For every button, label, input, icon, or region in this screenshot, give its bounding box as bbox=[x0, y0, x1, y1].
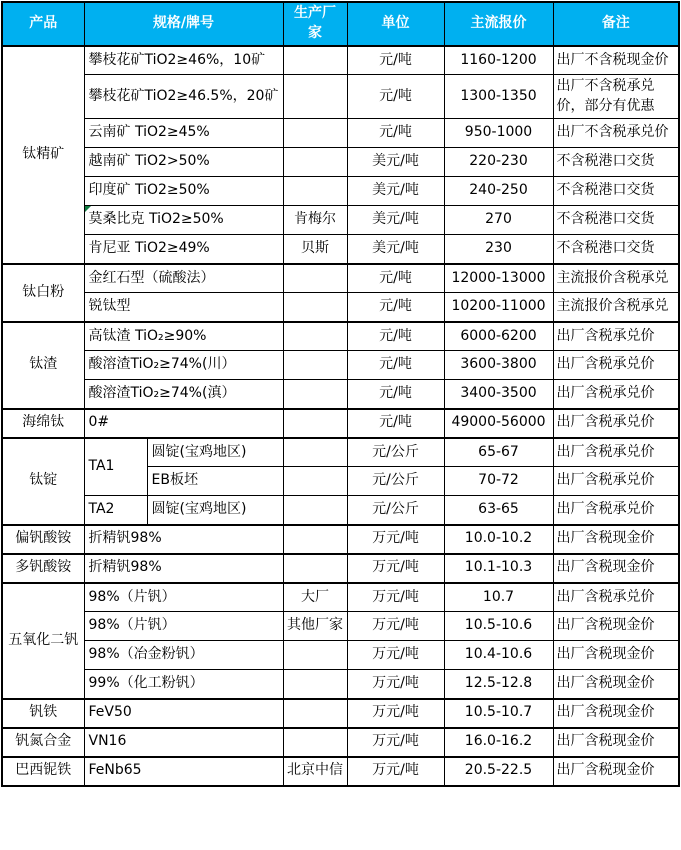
price-cell: 12000-13000 bbox=[444, 264, 553, 293]
spec-cell: 圆锭(宝鸡地区) bbox=[147, 496, 283, 525]
grade-cell: TA1 bbox=[84, 438, 147, 496]
price-cell: 270 bbox=[444, 206, 553, 235]
table-row bbox=[2, 177, 679, 206]
product-cell: 钛白粉 bbox=[2, 264, 84, 322]
unit-cell: 万元/吨 bbox=[347, 699, 444, 728]
unit-cell: 万元/吨 bbox=[347, 728, 444, 757]
note-cell: 出厂含税现金价 bbox=[553, 699, 679, 728]
table-row bbox=[2, 351, 679, 380]
spec-cell: 99%（化工粉钒） bbox=[84, 670, 283, 699]
price-cell: 3600-3800 bbox=[444, 351, 553, 380]
product-cell: 偏钒酸铵 bbox=[2, 525, 84, 554]
note-cell: 不含税港口交货 bbox=[553, 177, 679, 206]
manufacturer-cell bbox=[283, 554, 347, 583]
price-cell: 10.5-10.6 bbox=[444, 612, 553, 641]
note-cell: 出厂含税承兑价 bbox=[553, 496, 679, 525]
price-cell: 70-72 bbox=[444, 467, 553, 496]
price-cell: 10.1-10.3 bbox=[444, 554, 553, 583]
product-cell: 巴西铌铁 bbox=[2, 757, 84, 786]
unit-cell: 美元/吨 bbox=[347, 177, 444, 206]
note-cell: 出厂含税承兑价 bbox=[553, 322, 679, 351]
note-cell: 出厂不含税现金价 bbox=[553, 46, 679, 75]
table-row bbox=[2, 46, 679, 75]
table-row bbox=[2, 148, 679, 177]
unit-cell: 元/吨 bbox=[347, 75, 444, 119]
note-cell: 出厂含税承兑价 bbox=[553, 351, 679, 380]
manufacturer-cell bbox=[283, 409, 347, 438]
manufacturer-cell bbox=[283, 496, 347, 525]
note-cell: 出厂含税承兑价 bbox=[553, 380, 679, 409]
manufacturer-cell bbox=[283, 380, 347, 409]
manufacturer-cell: 北京中信 bbox=[283, 757, 347, 786]
price-cell: 10200-11000 bbox=[444, 293, 553, 322]
col-header-note: 备注 bbox=[553, 2, 679, 46]
manufacturer-cell bbox=[283, 293, 347, 322]
spec-cell: EB板坯 bbox=[147, 467, 283, 496]
price-cell: 63-65 bbox=[444, 496, 553, 525]
product-cell: 海绵钛 bbox=[2, 409, 84, 438]
grade-cell: TA2 bbox=[84, 496, 147, 525]
product-cell: 五氧化二钒 bbox=[2, 583, 84, 699]
unit-cell: 万元/吨 bbox=[347, 525, 444, 554]
product-cell: 多钒酸铵 bbox=[2, 554, 84, 583]
table-row bbox=[2, 583, 679, 612]
spec-cell: 折精钒98% bbox=[84, 525, 283, 554]
unit-cell: 元/吨 bbox=[347, 119, 444, 148]
table-row bbox=[2, 235, 679, 264]
price-cell: 12.5-12.8 bbox=[444, 670, 553, 699]
spec-cell: 圆锭(宝鸡地区) bbox=[147, 438, 283, 467]
manufacturer-cell bbox=[283, 119, 347, 148]
header-row bbox=[2, 2, 679, 46]
note-cell: 出厂含税现金价 bbox=[553, 757, 679, 786]
price-table bbox=[1, 1, 680, 787]
manufacturer-cell: 其他厂家 bbox=[283, 612, 347, 641]
manufacturer-cell bbox=[283, 351, 347, 380]
table-row bbox=[2, 264, 679, 293]
table-row bbox=[2, 757, 679, 786]
spec-cell: 攀枝花矿TiO2≥46.5%，20矿 bbox=[84, 75, 283, 119]
price-cell: 3400-3500 bbox=[444, 380, 553, 409]
spec-cell: 肯尼亚 TiO2≥49% bbox=[84, 235, 283, 264]
price-cell: 230 bbox=[444, 235, 553, 264]
note-cell: 出厂不含税承兑价 bbox=[553, 119, 679, 148]
unit-cell: 元/吨 bbox=[347, 380, 444, 409]
unit-cell: 元/吨 bbox=[347, 46, 444, 75]
note-cell: 出厂含税承兑价 bbox=[553, 438, 679, 467]
unit-cell: 元/吨 bbox=[347, 293, 444, 322]
comment-marker-icon bbox=[85, 206, 91, 212]
note-cell: 出厂含税现金价 bbox=[553, 641, 679, 670]
note-cell: 主流报价含税承兑 bbox=[553, 293, 679, 322]
col-header-manufacturer: 生产厂家 bbox=[283, 2, 347, 46]
manufacturer-cell bbox=[283, 525, 347, 554]
unit-cell: 万元/吨 bbox=[347, 757, 444, 786]
manufacturer-cell bbox=[283, 148, 347, 177]
unit-cell: 万元/吨 bbox=[347, 641, 444, 670]
note-cell: 不含税港口交货 bbox=[553, 206, 679, 235]
manufacturer-cell: 大厂 bbox=[283, 583, 347, 612]
product-cell: 钒铁 bbox=[2, 699, 84, 728]
spec-cell: 云南矿 TiO2≥45% bbox=[84, 119, 283, 148]
price-cell: 16.0-16.2 bbox=[444, 728, 553, 757]
unit-cell: 美元/吨 bbox=[347, 206, 444, 235]
product-cell: 钛精矿 bbox=[2, 46, 84, 264]
note-cell: 出厂不含税承兑价，部分有优惠 bbox=[553, 75, 679, 119]
unit-cell: 元/公斤 bbox=[347, 438, 444, 467]
note-cell: 不含税港口交货 bbox=[553, 148, 679, 177]
spec-cell: FeNb65 bbox=[84, 757, 283, 786]
spec-cell: 酸溶渣TiO₂≥74%(川） bbox=[84, 351, 283, 380]
unit-cell: 美元/吨 bbox=[347, 235, 444, 264]
table-row bbox=[2, 728, 679, 757]
spec-cell: 攀枝花矿TiO2≥46%，10矿 bbox=[84, 46, 283, 75]
manufacturer-cell: 肯梅尔 bbox=[283, 206, 347, 235]
table-row bbox=[2, 496, 679, 525]
manufacturer-cell bbox=[283, 467, 347, 496]
price-cell: 1160-1200 bbox=[444, 46, 553, 75]
manufacturer-cell bbox=[283, 641, 347, 670]
spec-cell: 越南矿 TiO2>50% bbox=[84, 148, 283, 177]
unit-cell: 元/公斤 bbox=[347, 467, 444, 496]
manufacturer-cell bbox=[283, 670, 347, 699]
manufacturer-cell bbox=[283, 322, 347, 351]
price-cell: 6000-6200 bbox=[444, 322, 553, 351]
spec-cell: 0# bbox=[84, 409, 283, 438]
spec-cell bbox=[84, 206, 283, 235]
unit-cell: 美元/吨 bbox=[347, 148, 444, 177]
spec-cell: 酸溶渣TiO₂≥74%(滇） bbox=[84, 380, 283, 409]
note-cell: 出厂含税现金价 bbox=[553, 612, 679, 641]
spec-cell: 98%（冶金粉钒） bbox=[84, 641, 283, 670]
spec-cell: 98%（片钒） bbox=[84, 583, 283, 612]
table-row bbox=[2, 322, 679, 351]
unit-cell: 万元/吨 bbox=[347, 554, 444, 583]
table-row bbox=[2, 670, 679, 699]
price-cell: 1300-1350 bbox=[444, 75, 553, 119]
price-cell: 220-230 bbox=[444, 148, 553, 177]
spec-cell: 98%（片钒） bbox=[84, 612, 283, 641]
note-cell: 出厂含税现金价 bbox=[553, 554, 679, 583]
price-cell: 10.0-10.2 bbox=[444, 525, 553, 554]
product-cell: 钛渣 bbox=[2, 322, 84, 409]
product-cell: 钛锭 bbox=[2, 438, 84, 525]
manufacturer-cell bbox=[283, 728, 347, 757]
unit-cell: 元/吨 bbox=[347, 264, 444, 293]
note-cell: 出厂含税承兑价 bbox=[553, 467, 679, 496]
manufacturer-cell bbox=[283, 177, 347, 206]
spec-cell: 锐钛型 bbox=[84, 293, 283, 322]
table-row bbox=[2, 641, 679, 670]
note-cell: 出厂含税现金价 bbox=[553, 525, 679, 554]
price-cell: 10.4-10.6 bbox=[444, 641, 553, 670]
col-header-unit: 单位 bbox=[347, 2, 444, 46]
price-cell: 240-250 bbox=[444, 177, 553, 206]
unit-cell: 元/吨 bbox=[347, 351, 444, 380]
unit-cell: 元/吨 bbox=[347, 322, 444, 351]
spec-cell: 金红石型（硫酸法） bbox=[84, 264, 283, 293]
spec-cell: 高钛渣 TiO₂≥90% bbox=[84, 322, 283, 351]
table-row bbox=[2, 699, 679, 728]
col-header-price: 主流报价 bbox=[444, 2, 553, 46]
price-cell: 65-67 bbox=[444, 438, 553, 467]
table-row bbox=[2, 409, 679, 438]
unit-cell: 万元/吨 bbox=[347, 583, 444, 612]
price-cell: 10.7 bbox=[444, 583, 553, 612]
col-header-product: 产品 bbox=[2, 2, 84, 46]
table-row bbox=[2, 119, 679, 148]
table-row bbox=[2, 75, 679, 119]
spec-cell: 折精钒98% bbox=[84, 554, 283, 583]
price-cell: 10.5-10.7 bbox=[444, 699, 553, 728]
table-row bbox=[2, 554, 679, 583]
spec-cell: 印度矿 TiO2≥50% bbox=[84, 177, 283, 206]
manufacturer-cell bbox=[283, 264, 347, 293]
manufacturer-cell bbox=[283, 699, 347, 728]
note-cell: 不含税港口交货 bbox=[553, 235, 679, 264]
spec-cell: FeV50 bbox=[84, 699, 283, 728]
table-row bbox=[2, 206, 679, 235]
table-row bbox=[2, 380, 679, 409]
table-row bbox=[2, 612, 679, 641]
unit-cell: 万元/吨 bbox=[347, 612, 444, 641]
note-cell: 出厂含税承兑价 bbox=[553, 409, 679, 438]
price-cell: 49000-56000 bbox=[444, 409, 553, 438]
manufacturer-cell bbox=[283, 46, 347, 75]
manufacturer-cell bbox=[283, 438, 347, 467]
table-row bbox=[2, 438, 679, 467]
unit-cell: 元/吨 bbox=[347, 409, 444, 438]
price-cell: 950-1000 bbox=[444, 119, 553, 148]
table-row bbox=[2, 525, 679, 554]
unit-cell: 万元/吨 bbox=[347, 670, 444, 699]
price-cell: 20.5-22.5 bbox=[444, 757, 553, 786]
note-cell: 出厂含税现金价 bbox=[553, 728, 679, 757]
unit-cell: 元/公斤 bbox=[347, 496, 444, 525]
spec-text: 莫桑比克 TiO2≥50% bbox=[88, 211, 224, 228]
table-row bbox=[2, 293, 679, 322]
note-cell: 出厂含税现金价 bbox=[553, 670, 679, 699]
manufacturer-cell: 贝斯 bbox=[283, 235, 347, 264]
manufacturer-cell bbox=[283, 75, 347, 119]
note-cell: 出厂含税承兑价 bbox=[553, 583, 679, 612]
product-cell: 钒氮合金 bbox=[2, 728, 84, 757]
col-header-spec: 规格/牌号 bbox=[84, 2, 283, 46]
note-cell: 主流报价含税承兑 bbox=[553, 264, 679, 293]
spec-cell: VN16 bbox=[84, 728, 283, 757]
